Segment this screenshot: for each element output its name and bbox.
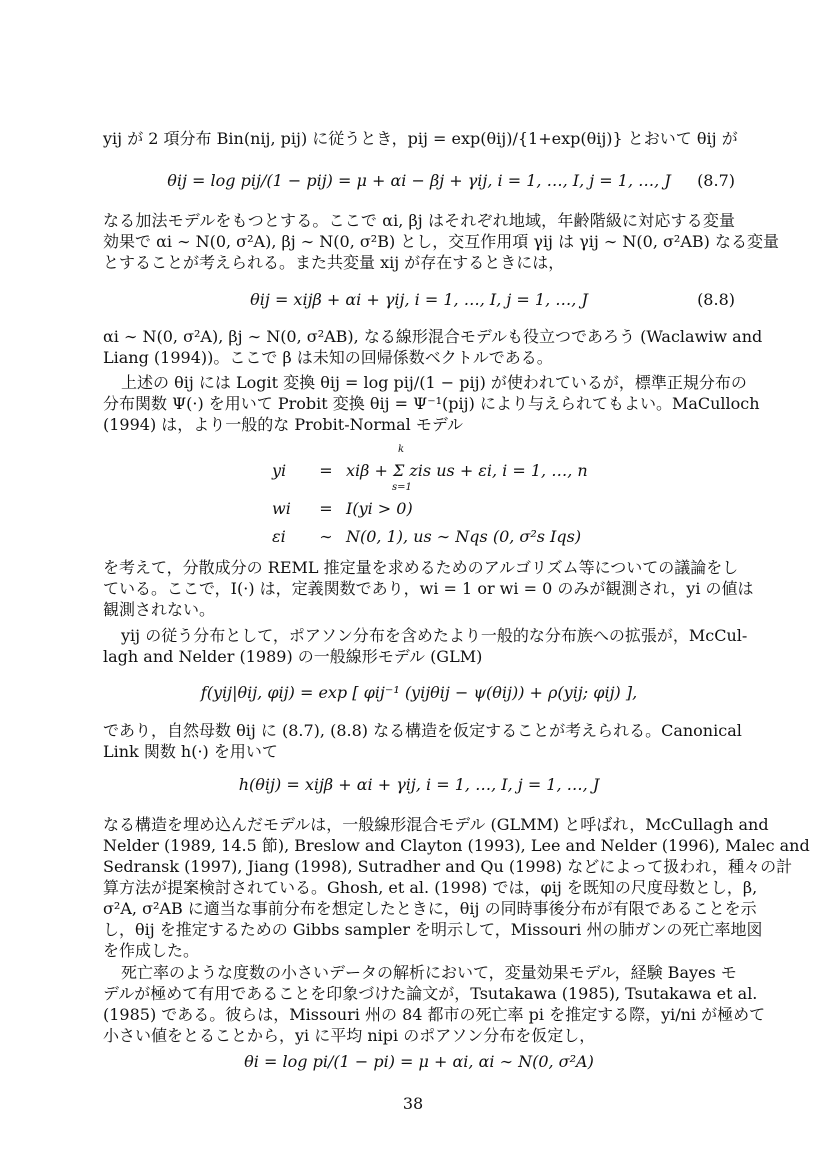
system-rhs: xiβ + Σ zis us + εi, i = 1, …, n: [346, 461, 588, 480]
system-rhs: N(0, 1), us ∼ Nqs (0, σ²s Iqs): [346, 527, 582, 546]
text-line: Sedransk (1997), Jiang (1998), Sutradher and Qu (1998) などによって扱われ，種々の計: [103, 857, 793, 876]
paragraph-empirical-bayes: [103, 962, 766, 1046]
text-line: lagh and Nelder (1989) の一般線形モデル (GLM): [103, 647, 483, 666]
equation-number: (8.8): [697, 290, 735, 309]
system-row-1: [272, 459, 592, 483]
text-line: であり，自然母数 θij に (8.7), (8.8) なる構造を仮定することが考えられる。Canonical: [103, 721, 742, 740]
paragraph-additive-model: [103, 210, 779, 273]
equation-body: f(yij|θij, φij) = exp [ φij⁻¹ (yijθij − ψ(θij)) + ρ(yij; φij) ],: [200, 683, 638, 702]
system-relation: =: [319, 461, 333, 480]
sum-lower-limit: s=1: [392, 482, 412, 493]
paragraph-glm: [103, 625, 748, 667]
system-lhs: yi: [272, 461, 287, 480]
sum-upper-limit: k: [398, 444, 405, 455]
text-line: yij の従う分布として，ポアソン分布を含めたより一般的な分布族への拡張が，McCul-: [121, 626, 748, 645]
equation-body: θij = log pij/(1 − pij) = μ + αi − βj + γij, i = 1, …, I, j = 1, …, J: [167, 171, 671, 190]
system-relation: =: [319, 499, 333, 518]
system-rhs: I(yi > 0): [346, 499, 413, 518]
system-relation: ∼: [319, 527, 333, 546]
system-lhs: wi: [272, 499, 291, 518]
probit-normal-system: [272, 445, 592, 549]
text-line: ている。ここで，I(·) は，定義関数であり，wi = 1 or wi = 0 のみが観測され，yi の値は: [103, 579, 754, 598]
intro-line: [103, 128, 738, 149]
paragraph-linear-mixed: [103, 326, 763, 368]
system-row-3: [272, 525, 592, 549]
text-line: σ²A, σ²AB に適当な事前分布を想定したときに，θij の同時事後分布が有限であることを示: [103, 899, 757, 918]
equation-body: θij = xijβ + αi + γij, i = 1, …, I, j = 1, …, J: [250, 290, 588, 309]
paragraph-glmm: [103, 814, 810, 961]
text-line: し，θij を推定するための Gibbs sampler を明示して，Missouri 州の肺ガンの死亡率地図: [103, 920, 763, 939]
text-line: Liang (1994))。ここで β は未知の回帰係数ベクトルである。: [103, 348, 553, 367]
text-line: 小さい値をとることから，yi に平均 nipi のポアソン分布を仮定し，: [103, 1026, 596, 1045]
text-line: とすることが考えられる。また共変量 xij が存在するときには，: [103, 253, 565, 272]
system-row-2: [272, 497, 592, 521]
text-line: αi ∼ N(0, σ²A), βj ∼ N(0, σ²AB), なる線形混合モデルも役立つであろう (Waclawiw and: [103, 327, 763, 346]
text-line: 算方法が提案検討されている。Ghosh, et al. (1998) では，φij を既知の尺度母数とし，β,: [103, 878, 758, 897]
text-line: (1985) である。彼らは，Missouri 州の 84 都市の死亡率 pi を推定する際，yi/ni が極めて: [103, 1005, 766, 1024]
paragraph-logit-probit: [103, 372, 760, 435]
text-line: デルが極めて有用であることを印象づけた論文が，Tsutakawa (1985), Tsutakawa et al.: [103, 984, 758, 1003]
equation-body: θi = log pi/(1 − pi) = μ + αi, αi ∼ N(0, σ²A): [244, 1052, 594, 1071]
text-line: 観測されない。: [103, 600, 216, 619]
text-line: Link 関数 h(·) を用いて: [103, 742, 278, 761]
text-line: Nelder (1989, 14.5 節), Breslow and Clayton (1993), Lee and Nelder (1996), Malec and: [103, 836, 810, 855]
equation-body: h(θij) = xijβ + αi + γij, i = 1, …, I, j = 1, …, J: [238, 775, 600, 794]
text-line: なる構造を埋め込んだモデルは，一般線形混合モデル (GLMM) と呼ばれ，McCullagh and: [103, 815, 769, 834]
text-line: 分布関数 Ψ(·) を用いて Probit 変換 θij = Ψ⁻¹(pij) により与えられてもよい。MaCulloch: [103, 394, 760, 413]
text-line: を考えて，分散成分の REML 推定量を求めるためのアルゴリズム等についての議論をし: [103, 558, 739, 577]
text-line: 死亡率のような度数の小さいデータの解析において，変量効果モデル，経験 Bayes モ: [121, 963, 737, 982]
paragraph-canonical-link: [103, 720, 742, 762]
sum-lower-limit-row: [272, 483, 592, 497]
text-line: (1994) は，より一般的な Probit-Normal モデル: [103, 415, 464, 434]
equation-number: (8.7): [697, 171, 735, 190]
page-number: 38: [402, 1094, 424, 1113]
text-line: を作成した。: [103, 941, 200, 960]
system-lhs: εi: [272, 527, 286, 546]
text-line: 上述の θij には Logit 変換 θij = log pij/(1 − pij) が使われているが，標準正規分布の: [121, 373, 747, 392]
text-line: 効果で αi ∼ N(0, σ²A), βj ∼ N(0, σ²B) とし，交互作用項 γij は γij ∼ N(0, σ²AB) なる変量: [103, 232, 779, 251]
text-line: yij が 2 項分布 Bin(nij, pij) に従うとき，pij = exp(θij)/{1+exp(θij)} とおいて θij が: [103, 129, 738, 148]
text-line: なる加法モデルをもつとする。ここで αi, βj はそれぞれ地域，年齢階級に対応する変量: [103, 211, 735, 230]
paragraph-reml: [103, 557, 754, 620]
